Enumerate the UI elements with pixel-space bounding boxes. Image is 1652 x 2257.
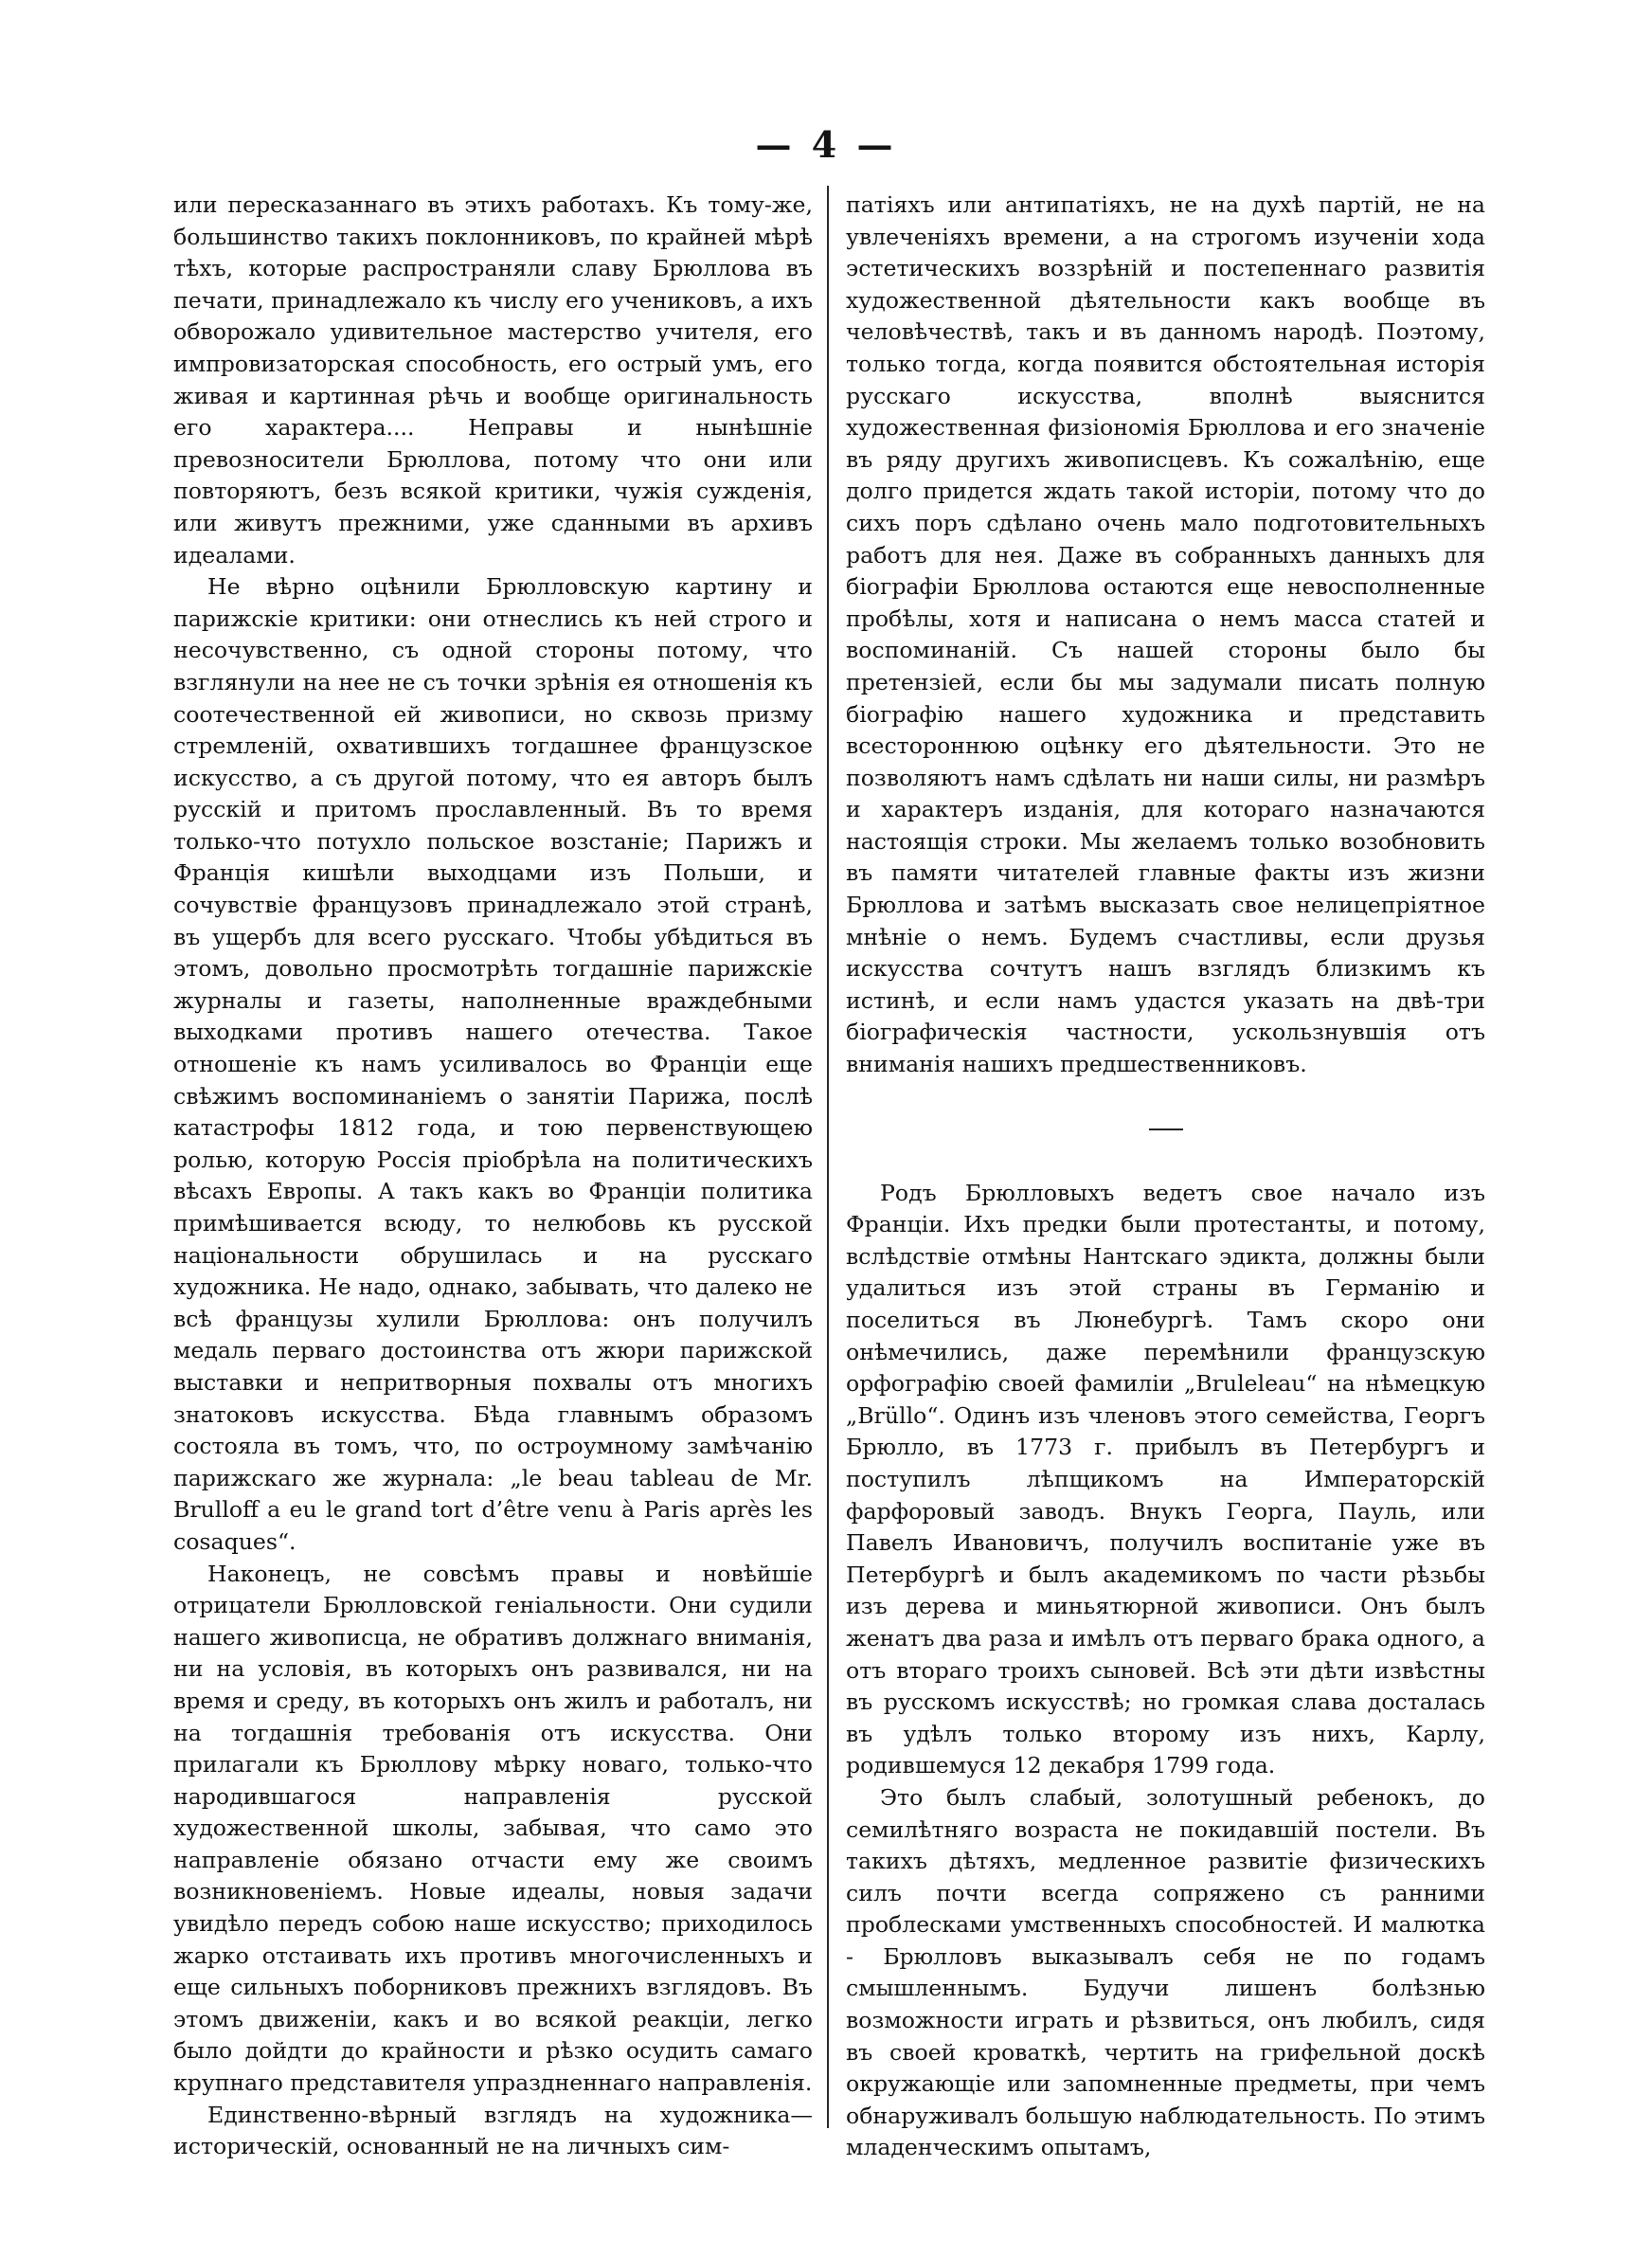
paragraph: Родъ Брюлловыхъ ведетъ свое начало изъ Франціи. Ихъ предки были протестанты, и потому, вслѣдствіе отмѣны Нантскаго эдикта, должны были удалиться изъ этой страны въ Германію и поселиться въ Люнебургѣ. Тамъ скоро они онѣмечились, даже перемѣнили французскую орфографію своей фамиліи „Bruleleau“ на нѣмецкую „Brüllo“. Одинъ изъ членовъ этого семейства, Георгъ Брюлло, въ 1773 г. прибылъ въ Петербургъ и поступилъ лѣпщикомъ на Императорскій фарфоровый заводъ. Внукъ Георга, Пауль, или Павелъ Ивановичъ, получилъ воспитаніе уже въ Петербургѣ и былъ академикомъ по части рѣзьбы изъ дерева и миньятюрной живописи. Онъ былъ женатъ два раза и имѣлъ отъ перваго брака одного, а отъ втораго троихъ сыновей. Всѣ эти дѣти извѣстны въ русскомъ искусствѣ; но громкая слава досталась въ удѣлъ только второму изъ нихъ, Карлу, родившемуся 12 декабря 1799 года. (846, 1179, 1485, 1779)
section-divider (1149, 1128, 1183, 1130)
paragraph: или пересказаннаго въ этихъ работахъ. Къ тому-же, большинство такихъ поклонниковъ, по крайней мѣрѣ тѣхъ, которые распространяли славу Брюллова въ печати, принадлежало къ числу его учениковъ, а ихъ обворожало удивительное мастерство учителя, его импровизаторская способность, его острый умъ, его живая и картинная рѣчь и вообще оригинальность его характера.... Неправы и нынѣшніе превозносители Брюллова, потому что они или повторяютъ, безъ всякой критики, чужія сужденія, или живутъ прежними, уже сданными въ архивъ идеалами. (173, 191, 813, 569)
paragraph: Наконецъ, не совсѣмъ правы и новѣйшіе отрицатели Брюлловской геніальности. Они судили нашего живописца, не обративъ должнаго вниманія, ни на условія, въ которыхъ онъ развивался, ни на время и среду, въ которыхъ онъ жилъ и работалъ, ни на тогдашнія требованія отъ искусства. Они прилагали къ Брюллову мѣрку новаго, только-что народившагося направленія русской художественной школы, забывая, что само это направленіе обязано отчасти ему же своимъ возникновеніемъ. Новые идеалы, новыя задачи увидѣло передъ собою наше искусство; приходилось жарко отстаивать ихъ противъ многочисленныхъ и еще сильныхъ поборниковъ прежнихъ взглядовъ. Въ этомъ движеніи, какъ и во всякой реакціи, легко было дойдти до крайности и рѣзко осудить самаго крупнаго представителя упраздненнаго направленія. (173, 1560, 813, 2097)
left-column (173, 190, 813, 2163)
paragraph: Единственно-вѣрный взглядъ на художника— историческій, основанный не на личныхъ сим- (173, 2101, 813, 2160)
paragraph: патіяхъ или антипатіяхъ, не на духѣ партій, не на увлеченіяхъ времени, а на строгомъ изученіи хода эстетическихъ воззрѣній и постепеннаго развитія художественной дѣятельности какъ вообще въ человѣчествѣ, такъ и въ данномъ народѣ. Поэтому, только тогда, когда появится обстоятельная исторія русскаго искусства, вполнѣ выяснится художественная физіономія Брюллова и его значеніе въ ряду другихъ живописцевъ. Къ сожалѣнію, еще долго придется ждать такой исторіи, потому что до сихъ поръ сдѣлано очень мало подготовительныхъ работъ для нея. Даже въ собранныхъ данныхъ для біографіи Брюллова остаются еще невосполненные пробѣлы, хотя и написана о немъ масса статей и воспоминаній. Съ нашей стороны было бы претензіей, если бы мы задумали писать полную біографію нашего художника и представить всестороннюю оцѣнку его дѣятельности. Это не позволяютъ намъ сдѣлать ни наши силы, ни размѣръ и характеръ изданія, для котораго назначаются настоящія строки. Мы желаемъ только возобновить въ памяти читателей главные факты изъ жизни Брюллова и затѣмъ высказать свое нелицепріятное мнѣніе о немъ. Будемъ счастливы, если друзья искусства сочтутъ нашъ взглядъ близкимъ къ истинѣ, и если намъ удастся указать на двѣ-три біографическія частности, ускользнувшія отъ вниманія нашихъ предшественниковъ. (846, 191, 1485, 1078)
paragraph: Не вѣрно оцѣнили Брюлловскую картину и парижскіе критики: они отнеслись къ ней строго и несочувственно, съ одной стороны потому, что взглянули на нее не съ точки зрѣнія ея отношенія къ соотечественной ей живописи, но сквозь призму стремленій, охватившихъ тогдашнее французское искусство, а съ другой потому, что ея авторъ былъ русскій и притомъ прославленный. Въ то время только-что потухло польское возстаніе; Парижъ и Франція кишѣли выходцами изъ Польши, и сочувствіе французовъ принадлежало этой странѣ, въ ущербъ для всего русскаго. Чтобы убѣдиться въ этомъ, довольно просмотрѣть тогдашніе парижскіе журналы и газеты, наполненные враждебными выходками противъ нашего отечества. Такое отношеніе къ намъ усиливалось во Франціи еще свѣжимъ воспоминаніемъ о занятіи Парижа, послѣ катастрофы 1812 года, и тою первенствующею ролью, которую Россія пріобрѣла на политическихъ вѣсахъ Европы. А такъ какъ во Франціи политика примѣшивается всюду, то нелюбовь къ русской національности обрушилась и на русскаго художника. Не надо, однако, забывать, что далеко не всѣ французы хулили Брюллова: онъ получилъ медаль перваго достоинства отъ жюри парижской выставки и непритворныя похвалы отъ многихъ знатоковъ искусства. Бѣда главнымъ образомъ состояла въ томъ, что, по остроумному замѣчанію парижскаго же журнала: „le beau tableau de Mr. Brulloff a eu le grand tort d’être venu à Paris après les cosaques“. (173, 573, 813, 1555)
paragraph: Это былъ слабый, золотушный ребенокъ, до семилѣтняго возраста не покидавшій постели. Въ такихъ дѣтяхъ, медленное развитіе физическихъ силъ почти всегда сопряжено съ ранними проблесками умственныхъ способностей. И малютка - Брюлловъ выказывалъ себя не по годамъ смышленнымъ. Будучи лишенъ болѣзнью возможности играть и рѣзвиться, онъ любилъ, сидя въ своей кроваткѣ, чертить на грифельной доскѣ окружающіе или запомненные предметы, при чемъ обнаруживалъ большую наблюдательность. По этимъ младенческимъ опытамъ, (846, 1783, 1485, 2161)
page-number: — 4 — (755, 123, 897, 166)
column-divider-rule (827, 186, 829, 2128)
right-column (846, 190, 1485, 2164)
